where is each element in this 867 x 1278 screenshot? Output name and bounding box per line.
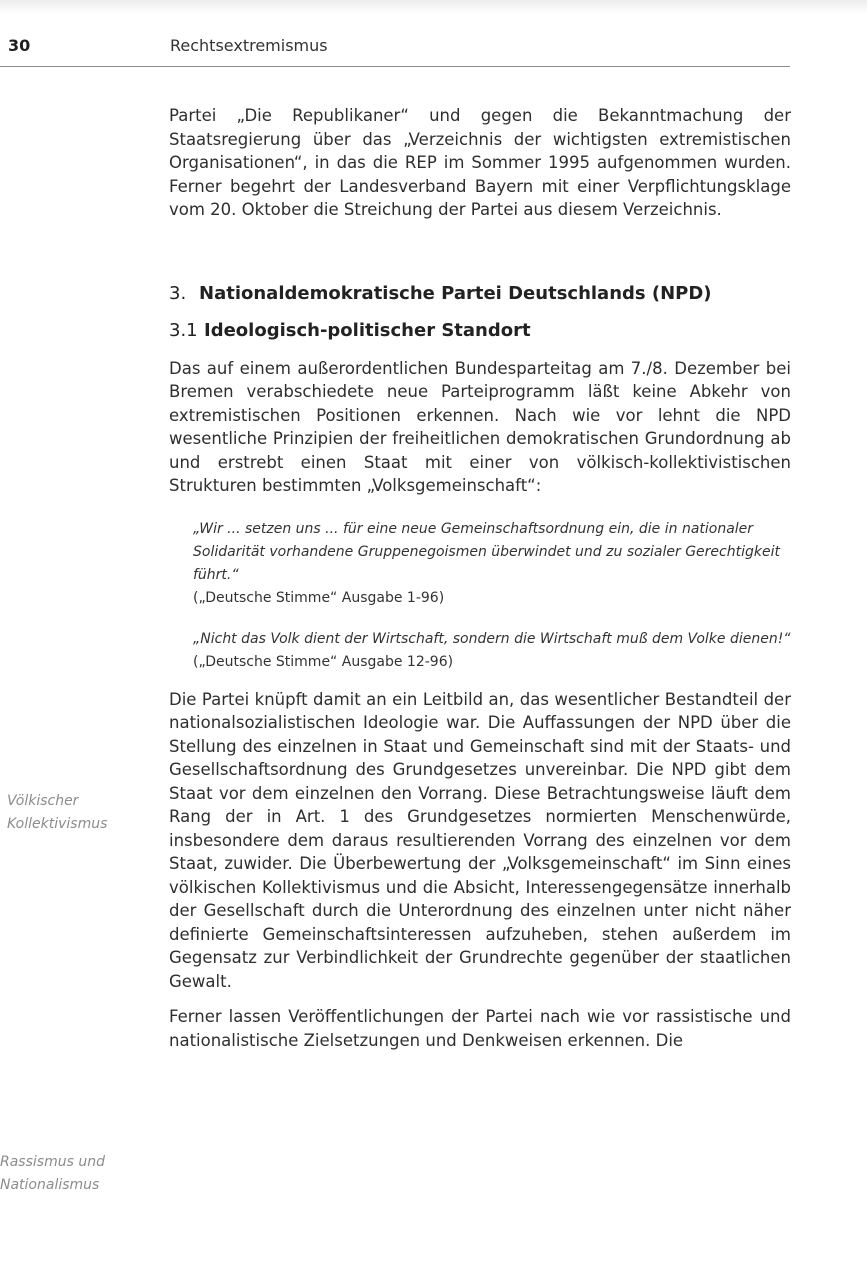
quote-text: „Wir ... setzen uns ... für eine neue Gemeinschaftsordnung ein, die in nationaler Solidarität vorhandene Gruppenegoismen überwindet und zu sozialer Gerechtigkeit führt.“: [193, 520, 780, 583]
margin-note-line: Kollektivismus: [7, 816, 108, 832]
subsection-title: Ideologisch-politischer Standort: [204, 319, 531, 341]
paragraph-veroeffentlichungen: Ferner lassen Veröffentlichungen der Partei nach wie vor rassistische und nationalistische Zielsetzungen und Denkweisen erkennen. Die: [169, 1007, 791, 1050]
page-number: 30: [8, 36, 31, 55]
subsection-number: 3.1: [169, 319, 198, 341]
margin-note-line: Rassismus und: [0, 1154, 105, 1170]
margin-note-voelkischer-kollektivismus: [7, 790, 107, 836]
section-title: Nationaldemokratische Partei Deutschlands (NPD): [199, 282, 712, 304]
quote-text: „Nicht das Volk dient der Wirtschaft, sondern die Wirtschaft muß dem Volke dienen!“: [193, 630, 791, 647]
quote-source: („Deutsche Stimme“ Ausgabe 1-96): [193, 589, 445, 606]
main-text-column: [169, 104, 791, 1052]
margin-note-line: Nationalismus: [0, 1177, 100, 1193]
quote-volk-wirtschaft: [193, 628, 791, 674]
section-number: 3.: [169, 282, 187, 304]
quote-source: („Deutsche Stimme“ Ausgabe 12-96): [193, 653, 454, 670]
page-edge-shadow: [0, 0, 867, 14]
paragraph-leitbild: Die Partei knüpft damit an ein Leitbild an, das wesentlicher Bestandteil der nationalsozialistischen Ideologie war. Die Auffassungen der NPD über die Stellung des einzelnen in Staat und Gemeinschaft sind mit der Staats- und Gesellschaftsordnung des Grundgesetzes unvereinbar. Die NPD gibt dem Staat vor dem einzelnen den Vorrang. Diese Betrachtungsweise läuft dem Rang der in Art. 1 des Grundgesetzes normierten Menschenwürde, insbesondere dem daraus resultierenden Vorrang des einzelnen vor dem Staat, zuwider. Die Überbewertung der „Volksgemeinschaft“ im Sinn eines völkischen Kollektivismus und die Absicht, Interessengegensätze innerhalb der Gesellschaft durch die Unterordnung des einzelnen unter nicht näher definierte Gemeinschaftsinteressen aufzuheben, stehen außerdem im Gegensatz zur Verbindlichkeit der Grundrechte gegenüber der staatlichen Gewalt.: [169, 689, 791, 991]
running-title: Rechtsextremismus: [170, 36, 328, 55]
page-header: [0, 36, 790, 66]
paragraph-parteiprogramm: Das auf einem außerordentlichen Bundesparteitag am 7./8. Dezember bei Bremen verabschiedete neue Parteiprogramm läßt keine Abkehr von extremistischen Positionen erkennen. Nach wie vor lehnt die NPD wesentliche Prinzipien der freiheitlichen demokratischen Grundordnung ab und erstrebt einen Staat mit einer von völkisch-kollektivistischen Strukturen bestimmten „Volksgemeinschaft“:: [169, 358, 791, 495]
paragraph-republikaner: Partei „Die Republikaner“ und gegen die Bekanntmachung der Staatsregierung über das „Verzeichnis der wichtigsten extremistischen Organisationen“, in das die REP im Sommer 1995 aufgenommen wurden. Ferner begehrt der Landesverband Bayern mit einer Verpflichtungsklage vom 20. Oktober die Streichung der Partei aus diesem Verzeichnis.: [169, 106, 791, 219]
margin-note-line: Völkischer: [7, 793, 79, 809]
section-heading-npd: [169, 282, 791, 306]
margin-note-rassismus-nationalismus: [0, 1151, 105, 1197]
header-rule: [0, 66, 790, 67]
subsection-heading-standort: [169, 319, 791, 343]
quote-gemeinschaftsordnung: [193, 518, 791, 610]
